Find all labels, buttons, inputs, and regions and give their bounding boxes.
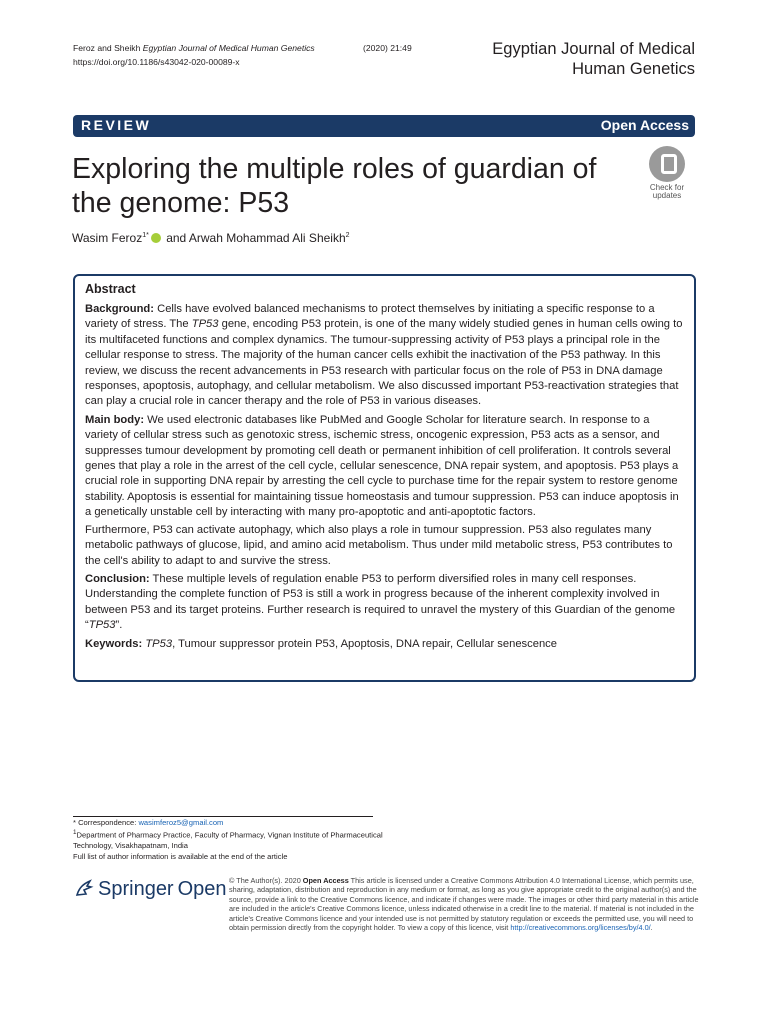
background-text-2: gene, encoding P53 protein, is one of the many widely studied genes in human cells owing to its multifaceted functions and complex dynamics. The tumour-suppressing activity of P53 plays a principal role in the cellular response to stress. The majority of the human cancer cells exhibit the inactivation of the P53 pathway. In this review, we discuss the recent advancements in P53 research with particular focus on the role of P53 in DNA damage responses, apoptosis, autophagy, and cellular metabolism. We also discussed important P53-reactivation strategies that can play a crucial role in cancer therapy and the role of P53 in various diseases.: [85, 318, 683, 408]
article-title: Exploring the multiple roles of guardian of the genome: P53: [72, 153, 597, 219]
springer-horse-icon: [74, 878, 94, 898]
author-2[interactable]: and Arwah Mohammad Ali Sheikh: [162, 231, 346, 245]
license-body: This article is licensed under a Creative Commons Attribution 4.0 International License, which permits use, sharing, adaptation, distribution and reproduction in any medium or format, as long as you give appropriate credit to the original author(s) and the source, provide a link to the Creative Commons licence, and indicate if changes were made. The images or other third party material in this article are included in the article's Creative Commons licence, unless indicated otherwise in a credit line to the material. If material is not included in the article's Creative Commons licence and your intended use is not permitted by statutory regulation or exceeds the permitted use, you will need to obtain permission directly from the copyright holder. To view a copy of this licence, visit: [229, 876, 699, 933]
author-2-affiliation: 2: [345, 232, 350, 239]
keyword-gene: TP53: [145, 637, 173, 650]
conclusion-text: These multiple levels of regulation enable P53 to perform diversified roles in many cell responses. Understanding the complete function of P53 is still a work in progress because of the inherent complexity involved in between P53 and its target proteins. Further research is required to unravel the mystery of this Guardian of the genome “: [85, 572, 676, 632]
author-1[interactable]: Wasim Feroz: [72, 231, 143, 245]
author-1-affiliation: 1*: [142, 232, 149, 239]
abstract-heading: Abstract: [85, 282, 136, 296]
journal-title: [435, 39, 695, 79]
full-author-info-note: Full list of author information is available at the end of the article: [73, 851, 288, 861]
keywords-label: Keywords:: [85, 637, 143, 650]
affiliation-number: 1: [73, 829, 77, 837]
license-end: .: [650, 923, 653, 933]
affiliation-text: Department of Pharmacy Practice, Faculty of Pharmacy, Vignan Institute of Pharmaceutical Technology, Visakhapatnam, India: [73, 830, 383, 851]
citation-journal: Egyptian Journal of Medical Human Genetics: [142, 43, 315, 53]
check-updates-line1: Check for: [649, 183, 685, 192]
doi-link[interactable]: https://doi.org/10.1186/s43042-020-00089-x: [73, 57, 240, 67]
article-type-banner: [73, 115, 695, 137]
abstract-box: [73, 274, 696, 682]
footnote: [73, 818, 393, 862]
affiliation: [73, 828, 393, 851]
publisher-suffix: Open: [177, 878, 227, 900]
abstract-conclusion: [85, 572, 684, 634]
orcid-icon[interactable]: [151, 233, 161, 243]
license-text: [229, 876, 699, 932]
correspondence-label: * Correspondence:: [73, 818, 139, 827]
license-copyright: © The Author(s). 2020: [229, 876, 303, 885]
journal-title-line2: Human Genetics: [572, 60, 695, 78]
author-list: [72, 231, 350, 245]
springer-open-logo[interactable]: [74, 878, 227, 901]
license-open-access: Open Access: [302, 876, 349, 885]
abstract-background: [85, 302, 684, 410]
conclusion-end: ”.: [115, 619, 123, 632]
abstract-keywords: [85, 637, 684, 652]
main-body-text: We used electronic databases like PubMed and Google Scholar for literature search. In response to a variety of cellular stress such as genotoxic stress, ischemic stress, oncogenic expression, P53 acts as a sensor, and suppresses tumour development by promoting cell death or permanent inhibition of cell proliferation. It controls several genes that play a role in the arrest of the cell cycle, cellular senescence, DNA repair system, and apoptosis. P53 plays a crucial role in supporting DNA repair by arresting the cell cycle to purchase time for the repair system to restore genome stability. Apoptosis is essential for maintaining tissue homeostasis and tumour suppression. P53 can induce apoptosis in a genetically unstable cell by interacting with many pro-apoptotic and anti-apoptotic factors.: [85, 413, 679, 519]
citation-line: [73, 41, 412, 55]
license-url-link[interactable]: http://creativecommons.org/licenses/by/4.0/: [510, 923, 651, 933]
check-updates-label: [641, 184, 693, 200]
footnote-divider: [73, 816, 373, 817]
check-for-updates-button[interactable]: [641, 146, 693, 200]
journal-title-line1: Egyptian Journal of Medical: [492, 40, 695, 58]
article-type-label: REVIEW: [81, 117, 152, 133]
citation-authors: Feroz and Sheikh: [73, 43, 141, 53]
correspondence-email-link[interactable]: wasimferoz5@gmail.com: [138, 818, 224, 827]
background-label: Background:: [85, 303, 154, 315]
abstract-main-body-2: Furthermore, P53 can activate autophagy, which also plays a role in tumour suppression. P53 also regulates many metabolic pathways of glucose, lipid, and amino acid metabolism. Thus under mild metabolic stress, P53 contributes to the cell's ability to adapt to and survive the stress.: [85, 523, 673, 567]
check-updates-line2: updates: [652, 191, 682, 200]
check-updates-icon: [649, 146, 685, 182]
publisher-name: Springer: [98, 878, 174, 900]
abstract-main-body: [85, 413, 684, 521]
open-access-label: Open Access: [600, 117, 689, 133]
citation-header: [73, 41, 412, 69]
correspondence: [73, 818, 393, 828]
main-body-label: Main body:: [85, 413, 145, 426]
background-text-1: Cells have evolved balanced mechanisms to protect themselves by initiating a specific response to a variety of stress. The: [85, 303, 655, 331]
background-gene: TP53: [191, 318, 219, 331]
conclusion-label: Conclusion:: [85, 572, 150, 585]
citation-year-volume: (2020) 21:49: [363, 43, 412, 53]
keywords-text: , Tumour suppressor protein P53, Apoptosis, DNA repair, Cellular senescence: [172, 637, 557, 650]
conclusion-gene: TP53: [88, 619, 116, 632]
